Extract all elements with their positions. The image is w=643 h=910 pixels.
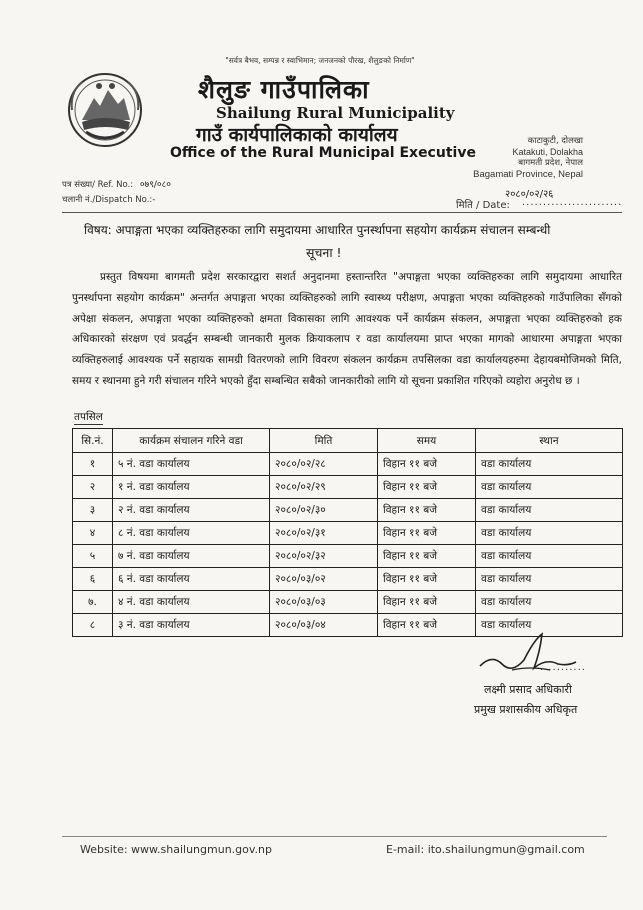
body-paragraph: प्रस्तुत विषयमा बागमती प्रदेश सरकारद्वारा सशर्त अनुदानमा हस्तान्तरित "अपाङ्गता भएका व्यक्तिहरुका लागि समुदायमा आधारित पुनर्स्थापना सहयोग कार्यक्रम" अन्तर्गत अपाङ्गता भएका व्यक्तिहरुको लागि स्वास्थ्य परीक्षण, अपाङ्गता भएका व्यक्तिहरुको गाउँपालिका सँगको अपेक्षा संकलन, अपाङ्गता भएका व्यक्तिहरुको क्षमता विकासका लागि आवश्यक पर्ने कार्यक्रम संकलन, अपाङ्गता भएका व्यक्तिहरुको हक अधिकारको संरक्षण एवं प्रवर्द्धन सम्बन्धी जानकारी मुलक क्रियाकलाप र वडा कार्यालयमा प्राप्त भएका मागको आधारमा अपाङ्गता भएका व्यक्तिहरुलाई आवश्यक पर्ने सहायक सामग्री वितरणको लागि विवरण संकलन कार्यक्रम तपसिलका वडा कार्यालयहरुमा देहायबमोजिमको मिति, समय र स्थानमा हुने गरी संचालन गरिने भएको हुँदा सम्बन्धित सबैको जानकारीको लागि यो सूचना प्रकाशित गरिएको व्यहोरा अनुरोध छ ।	[72, 271, 622, 387]
motto: "सर्वत्र बैभव, सम्पन्न र स्वाभिमान; जनजनको पौरख, शैलुङको निर्माण"	[225, 56, 415, 65]
cell-serial: १	[73, 453, 113, 476]
cell-place: वडा कार्यालय	[476, 545, 623, 568]
cell-date: २०८०/०२/२८	[270, 453, 378, 476]
ref-value: ०७९/०८०	[139, 180, 171, 190]
cell-ward: ७ नं. वडा कार्यालय	[113, 545, 270, 568]
cell-ward: ५ नं. वडा कार्यालय	[113, 453, 270, 476]
cell-time: विहान ११ बजे	[378, 591, 476, 614]
address-np-2: बागमती प्रदेश, नेपाल	[518, 158, 583, 168]
signature-dots: ...........	[540, 662, 586, 673]
municipality-name-en: Shailung Rural Municipality	[216, 104, 455, 122]
cell-date: २०८०/०३/०२	[270, 568, 378, 591]
dispatch-number: चलानी नं./Dispatch No.:-	[62, 195, 156, 205]
cell-place: वडा कार्यालय	[476, 499, 623, 522]
cell-serial: ८	[73, 614, 113, 637]
date-label: मिति / Date:	[456, 200, 510, 211]
footer-email: E-mail: ito.shailungmun@gmail.com	[386, 843, 585, 856]
table-row	[73, 545, 623, 568]
header-divider	[62, 212, 622, 213]
cell-serial: ५	[73, 545, 113, 568]
cell-ward: २ नं. वडा कार्यालय	[113, 499, 270, 522]
ref-label: पत्र संख्या/ Ref. No.:	[62, 180, 134, 190]
cell-date: २०८०/०२/३१	[270, 522, 378, 545]
cell-place: वडा कार्यालय	[476, 591, 623, 614]
table-row	[73, 476, 623, 499]
cell-ward: ८ नं. वडा कार्यालय	[113, 522, 270, 545]
address-np-1: काटाकुटी, दोलखा	[527, 136, 583, 146]
municipality-name-np: शैलुङ गाउँपालिका	[198, 75, 370, 104]
table-row	[73, 591, 623, 614]
col-date: मिति	[270, 429, 378, 453]
cell-date: २०८०/०३/०४	[270, 614, 378, 637]
col-serial: सि.नं.	[73, 429, 113, 453]
schedule-table	[72, 428, 623, 637]
table-row	[73, 568, 623, 591]
table-header-row	[73, 429, 623, 453]
cell-serial: ३	[73, 499, 113, 522]
cell-ward: ४ नं. वडा कार्यालय	[113, 591, 270, 614]
cell-time: विहान ११ बजे	[378, 545, 476, 568]
col-time: समय	[378, 429, 476, 453]
cell-time: विहान ११ बजे	[378, 568, 476, 591]
cell-ward: ६ नं. वडा कार्यालय	[113, 568, 270, 591]
cell-place: वडा कार्यालय	[476, 568, 623, 591]
col-ward: कार्यक्रम संचालन गरिने वडा	[113, 429, 270, 453]
nepal-government-emblem-icon	[62, 70, 148, 150]
table-row	[73, 499, 623, 522]
cell-date: २०८०/०२/३०	[270, 499, 378, 522]
subject-line: विषय: अपाङ्गता भएका व्यक्तिहरुका लागि समुदायमा आधारित पुनर्स्थापना सहयोग कार्यक्रम संचालन सम्बन्धी	[84, 223, 551, 237]
cell-time: विहान ११ बजे	[378, 522, 476, 545]
cell-serial: ४	[73, 522, 113, 545]
office-name-en: Office of the Rural Municipal Executive	[170, 145, 476, 161]
cell-place: वडा कार्यालय	[476, 614, 623, 637]
table-row	[73, 453, 623, 476]
signatory-name: लक्ष्मी प्रसाद अधिकारी	[484, 683, 572, 696]
cell-date: २०८०/०२/२९	[270, 476, 378, 499]
cell-place: वडा कार्यालय	[476, 476, 623, 499]
cell-serial: २	[73, 476, 113, 499]
cell-time: विहान ११ बजे	[378, 499, 476, 522]
schedule-label: तपसिल	[74, 411, 103, 423]
address-en-1: Katakuti, Dolakha	[512, 147, 583, 157]
cell-time: विहान ११ बजे	[378, 614, 476, 637]
cell-date: २०८०/०२/३२	[270, 545, 378, 568]
address-en-2: Bagamati Province, Nepal	[473, 169, 583, 180]
table-row	[73, 522, 623, 545]
cell-serial: ७.	[73, 591, 113, 614]
col-place: स्थान	[476, 429, 623, 453]
cell-ward: ३ नं. वडा कार्यालय	[113, 614, 270, 637]
footer-website: Website: www.shailungmun.gov.np	[80, 843, 272, 856]
date-value: २०८०/०२/२६	[505, 189, 554, 200]
cell-ward: १ नं. वडा कार्यालय	[113, 476, 270, 499]
date-dots: ........................	[522, 197, 623, 208]
office-name-np: गाउँ कार्यपालिकाको कार्यालय	[196, 124, 398, 146]
signatory-title: प्रमुख प्रशासकीय अधिकृत	[474, 703, 578, 716]
cell-date: २०८०/०३/०३	[270, 591, 378, 614]
footer-divider	[62, 836, 607, 837]
cell-place: वडा कार्यालय	[476, 522, 623, 545]
cell-place: वडा कार्यालय	[476, 453, 623, 476]
cell-time: विहान ११ बजे	[378, 476, 476, 499]
notice-title: सूचना !	[306, 245, 342, 260]
ref-number	[62, 177, 171, 190]
cell-time: विहान ११ बजे	[378, 453, 476, 476]
cell-serial: ६	[73, 568, 113, 591]
